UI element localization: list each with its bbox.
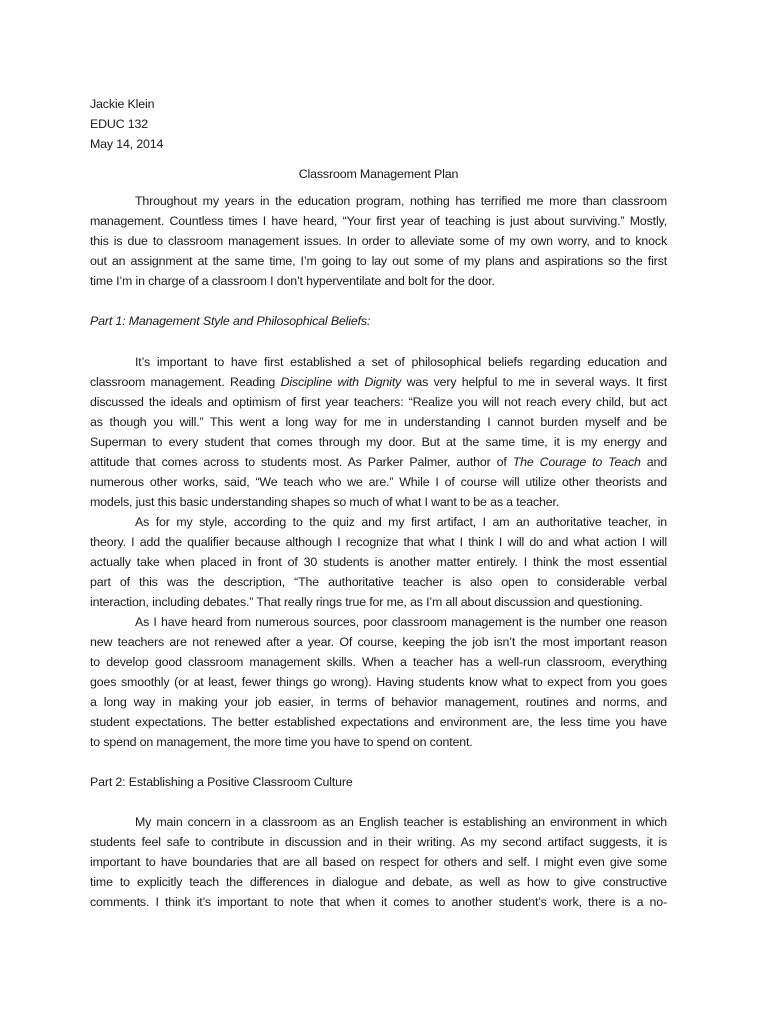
text-line: part of this was the description, “The authoritative teacher is also open to considerable verbal (90, 575, 667, 589)
text-line: discussed the ideals and optimism of first year teachers: “Realize you will not reach every child, but act (90, 395, 667, 409)
part1-paragraph-1 (90, 352, 667, 512)
text-line: out an assignment at the same time, I’m going to lay out some of my plans and aspirations so the first (90, 254, 667, 268)
text-line: interaction, including debates.” That really rings true for me, as I’m all about discussion and questioning. (90, 595, 643, 609)
text-line: numerous other works, said, “We teach who we are.” While I of course will utilize other theorists and (90, 475, 667, 489)
part2-paragraph-1 (90, 812, 667, 912)
text-line: comments. I think it’s important to note that when it comes to another student’s work, there is a no- (90, 895, 667, 909)
book-title: The Courage to Teach (512, 455, 641, 469)
document-title: Classroom Management Plan (298, 167, 459, 181)
author-name: Jackie Klein (90, 97, 155, 111)
document-body (90, 94, 667, 912)
text-line: time to explicitly teach the differences in dialogue and debate, as well as how to give constructive (90, 875, 667, 889)
text-line: As for my style, according to the quiz and my first artifact, I am an authoritative teacher, in (135, 515, 667, 529)
text-run: was very helpful to me in several ways. It first (401, 375, 667, 389)
text-line: Superman to every student that comes through my door. But at the same time, it is my energy and (90, 435, 667, 449)
text-line: to develop good classroom management skills. When a teacher has a well-run classroom, everything (90, 655, 667, 669)
text-line: theory. I add the qualifier because although I recognize that what I think I will do and what action I will (90, 535, 667, 549)
course-code: EDUC 132 (90, 117, 149, 131)
text-line: management. Countless times I have heard, “Your first year of teaching is just about surviving.” Mostly, (90, 214, 667, 228)
text-line: new teachers are not renewed after a year. Of course, keeping the job isn’t the most important reason (90, 635, 667, 649)
text-line: this is due to classroom management issues. In order to alleviate some of my own worry, and to knock (90, 234, 667, 248)
text-line: My main concern in a classroom as an English teacher is establishing an environment in which (135, 815, 667, 829)
text-run: classroom management. Reading (90, 375, 281, 389)
part1-heading: Part 1: Management Style and Philosophical Beliefs: (90, 314, 371, 328)
part1-paragraph-3 (90, 612, 667, 752)
text-line (90, 372, 667, 392)
document-date: May 14, 2014 (90, 137, 164, 151)
text-line: a long way in making your job easier, in terms of behavior management, routines and norms, and (90, 695, 667, 709)
text-line: actually take when placed in front of 30 students is another matter entirely. I think the most essential (90, 555, 667, 569)
text-line: as though you will.” This went a long way for me in understanding I cannot burden myself and be (90, 415, 667, 429)
text-line: students feel safe to contribute in discussion and in their writing. As my second artifact suggests, it is (90, 835, 667, 849)
text-line: models, just this basic understanding shapes so much of what I want to be as a teacher. (90, 495, 560, 509)
book-title: Discipline with Dignity (280, 375, 402, 389)
part1-paragraph-2 (90, 512, 667, 612)
part2-heading: Part 2: Establishing a Positive Classroom Culture (90, 775, 353, 789)
text-line: student expectations. The better established expectations and environment are, the less time you have (90, 715, 667, 729)
intro-paragraph (90, 191, 667, 291)
text-line: to spend on management, the more time you have to spend on content. (90, 735, 473, 749)
text-line: important to have boundaries that are all based on respect for others and self. I might even give some (90, 855, 667, 869)
text-line: It’s important to have first established a set of philosophical beliefs regarding education and (135, 355, 667, 369)
text-line: time I’m in charge of a classroom I don’t hyperventilate and bolt for the door. (90, 274, 495, 288)
text-line: Throughout my years in the education program, nothing has terrified me more than classroom (135, 194, 667, 208)
text-line (90, 452, 667, 472)
text-run: attitude that comes across to students most. As Parker Palmer, author of (90, 455, 513, 469)
text-line: As I have heard from numerous sources, poor classroom management is the number one reason (135, 615, 667, 629)
text-line: goes smoothly (or at least, fewer things go wrong). Having students know what to expect from you goes (90, 675, 667, 689)
text-run: and (640, 455, 667, 469)
